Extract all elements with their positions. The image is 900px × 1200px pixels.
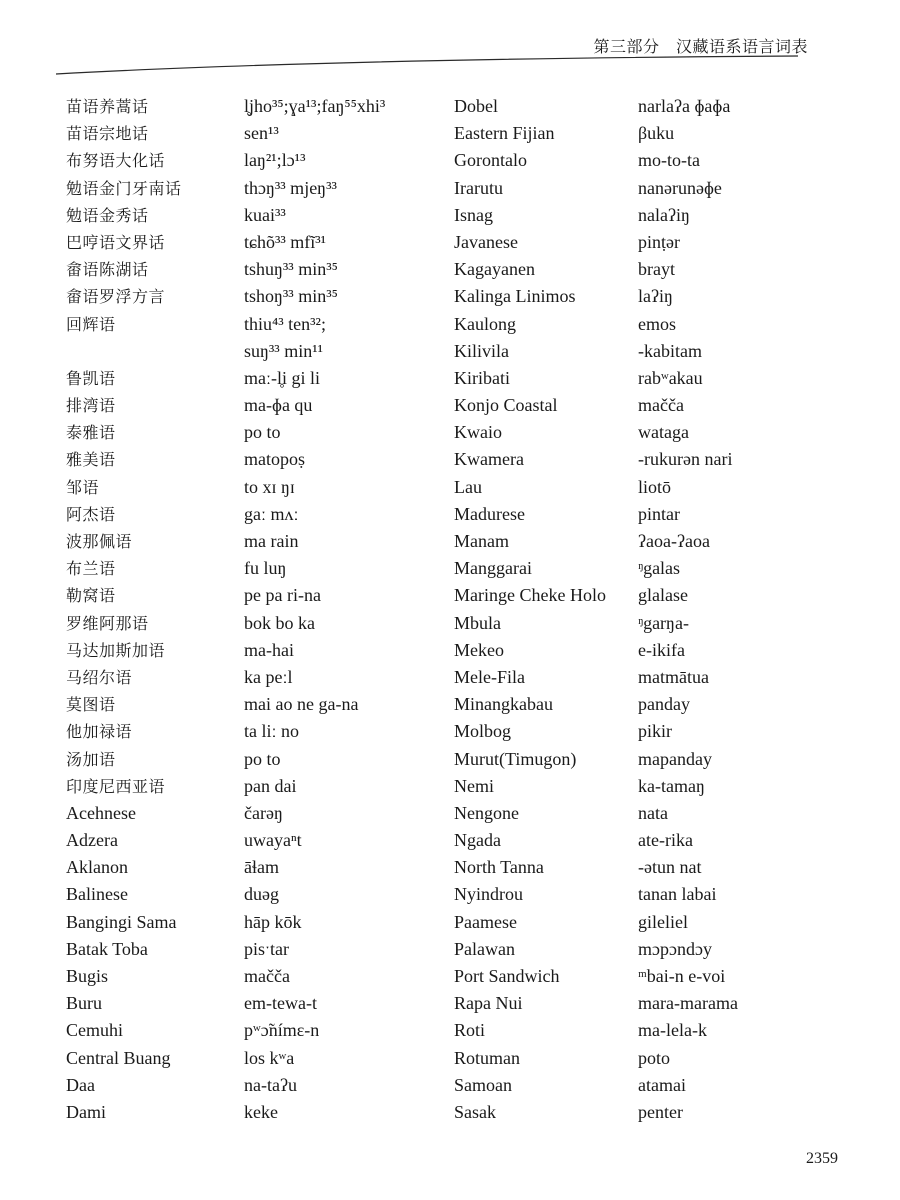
word-form: mo-to-ta	[638, 150, 700, 171]
word-form: pʷɔ̃nímɛ-n	[244, 1020, 320, 1041]
word-form: āɬam	[244, 857, 279, 878]
language-name: 巴哼语文界话	[66, 232, 166, 252]
language-name: Samoan	[454, 1074, 512, 1095]
word-form: uwayaⁿt	[244, 830, 302, 851]
word-form: brayt	[638, 259, 675, 280]
word-form: ᵑgarŋa-	[638, 612, 689, 633]
language-name: Roti	[454, 1020, 486, 1041]
word-form: pintar	[638, 503, 680, 524]
language-name: Lau	[454, 476, 482, 497]
word-form: keke	[244, 1101, 278, 1122]
language-name: Mele-Fila	[454, 666, 525, 687]
word-form: maː-l̥i gi li	[244, 367, 320, 388]
language-name: 鲁凯语	[66, 368, 116, 388]
language-name: Batak Toba	[66, 938, 148, 959]
word-form: liotō	[638, 476, 672, 497]
left-language-column	[66, 93, 236, 1126]
word-form: kuai³³	[244, 204, 286, 225]
word-form: ʔaoa-ʔaoa	[638, 531, 710, 551]
word-form: l̥jho³⁵;ɣa¹³;faŋ⁵⁵xhi³	[244, 96, 386, 116]
word-form: ka peːl	[244, 666, 293, 687]
word-form: pinṭər	[638, 231, 680, 252]
word-form: čarəŋ	[244, 802, 283, 823]
language-name: 苗语宗地话	[66, 124, 149, 144]
language-name: Manam	[454, 531, 509, 551]
language-name: Daa	[66, 1074, 95, 1095]
header-rule-line	[56, 56, 798, 74]
language-name: 布努语大化话	[66, 151, 166, 171]
word-form: ma-lela-k	[638, 1020, 707, 1041]
word-form: rabʷakau	[638, 367, 703, 388]
word-form: nanərunəɸe	[638, 177, 722, 198]
header-rule	[56, 54, 798, 78]
language-name: Kiribati	[454, 367, 510, 388]
word-form: bok bo ka	[244, 612, 315, 633]
language-name: Kagayanen	[454, 259, 535, 280]
word-form: atamai	[638, 1074, 686, 1095]
right-word-column	[638, 93, 838, 1126]
language-name: Konjo Coastal	[454, 395, 558, 416]
word-form: tanan labai	[638, 884, 717, 905]
word-form: emos	[638, 313, 676, 334]
language-name: 回辉语	[66, 314, 116, 334]
word-form: wataga	[638, 422, 689, 443]
left-word-column	[244, 93, 440, 1126]
language-name: Kalinga Linimos	[454, 286, 576, 307]
word-form: thiu⁴³ ten³²;	[244, 313, 326, 334]
word-form: nalaʔiŋ	[638, 204, 690, 225]
language-name: 勉语金门牙南话	[66, 178, 182, 198]
language-name: Adzera	[66, 830, 118, 851]
language-name: Sasak	[454, 1101, 496, 1122]
language-name: 畲语罗浮方言	[66, 287, 166, 307]
language-name: Minangkabau	[454, 694, 553, 715]
language-name: Kilivila	[454, 340, 509, 361]
word-form: mai ao ne ga-na	[244, 694, 359, 715]
language-name: 泰雅语	[66, 423, 116, 443]
word-form: tɕhõ³³ mfĩ³¹	[244, 231, 327, 252]
word-form: panday	[638, 694, 690, 715]
word-form: narlaʔa ɸaɸa	[638, 96, 731, 116]
word-form: fu luŋ	[244, 558, 287, 579]
word-form: ate-rika	[638, 830, 693, 851]
language-name: Madurese	[454, 503, 525, 524]
word-form: mačča	[244, 966, 290, 986]
language-name: Murut(Timugon)	[454, 748, 577, 769]
word-form: gaː mʌː	[244, 503, 299, 524]
language-name: 莫图语	[66, 695, 116, 715]
language-name: 马绍尔语	[66, 667, 133, 687]
language-name: Acehnese	[66, 802, 136, 823]
language-name: Central Buang	[66, 1047, 171, 1068]
language-name: Ngada	[454, 830, 501, 851]
language-name: Kaulong	[454, 313, 516, 334]
word-form: matopoṣ	[244, 449, 305, 470]
word-form: pan dai	[244, 775, 297, 796]
language-name: Gorontalo	[454, 150, 527, 171]
language-name: Dobel	[454, 96, 498, 116]
language-name: Rotuman	[454, 1047, 520, 1068]
word-form: ma-hai	[244, 639, 294, 660]
word-form: na-taʔu	[244, 1074, 297, 1095]
word-form: -kabitam	[638, 340, 702, 361]
word-form: laʔiŋ	[638, 286, 673, 307]
language-name: Bugis	[66, 966, 109, 986]
language-name: 汤加语	[66, 749, 116, 769]
language-name: Javanese	[454, 231, 518, 252]
language-name: Isnag	[454, 204, 493, 225]
word-form: pisˑtar	[244, 938, 289, 959]
word-form: ka-tamaŋ	[638, 775, 705, 796]
word-form: poto	[638, 1047, 671, 1068]
running-header: 第三部分 汉藏语系语言词表	[593, 39, 808, 56]
language-name: Aklanon	[66, 857, 128, 878]
word-form: tshuŋ³³ min³⁵	[244, 259, 338, 280]
language-name: Rapa Nui	[454, 993, 523, 1014]
word-form: thɔŋ³³ mjeŋ³³	[244, 177, 337, 198]
word-form: gileliel	[638, 911, 688, 932]
language-name: 罗维阿那语	[66, 613, 149, 633]
language-name: 波那佩语	[66, 532, 133, 551]
word-form: ᵑgalas	[638, 558, 681, 579]
language-name: Kwaio	[454, 422, 502, 443]
language-name: Dami	[66, 1101, 106, 1122]
language-name: Port Sandwich	[454, 966, 560, 986]
word-form: ma rain	[244, 531, 299, 551]
word-form: e-ikifa	[638, 639, 685, 660]
language-name: Nemi	[454, 775, 494, 796]
language-name: 他加禄语	[66, 722, 133, 742]
language-name: Mekeo	[454, 639, 504, 660]
word-form: matmātua	[638, 666, 709, 687]
word-form: po to	[244, 422, 281, 443]
language-name: 苗语养蒿话	[66, 97, 149, 116]
word-form: penter	[638, 1101, 683, 1122]
language-name: 阿杰语	[66, 504, 116, 524]
word-form: ma-ɸa qu	[244, 395, 313, 416]
language-name: Buru	[66, 993, 102, 1014]
word-form: sen¹³	[244, 123, 279, 144]
word-form: duəg	[244, 884, 279, 905]
language-name: 排湾语	[66, 396, 116, 416]
language-name: Eastern Fijian	[454, 123, 555, 144]
language-name: Paamese	[454, 911, 517, 932]
language-name: Kwamera	[454, 449, 524, 470]
language-name: Irarutu	[454, 177, 503, 198]
language-name: 勉语金秀话	[66, 205, 149, 225]
word-form: glalase	[638, 585, 688, 606]
word-form: -ətun nat	[638, 857, 702, 878]
word-form: nata	[638, 802, 668, 823]
word-form: mara-marama	[638, 993, 738, 1014]
word-form: to xɪ ŋɪ	[244, 476, 295, 497]
word-form: los kʷa	[244, 1047, 295, 1068]
word-form: pikir	[638, 721, 672, 742]
language-name: Molbog	[454, 721, 512, 742]
language-name: Balinese	[66, 884, 128, 905]
word-form: βuku	[638, 123, 675, 144]
word-form: po to	[244, 748, 281, 769]
word-form: ta liː no	[244, 721, 299, 742]
language-name: 布兰语	[66, 559, 116, 579]
language-name: Cemuhi	[66, 1020, 123, 1041]
language-name: Mbula	[454, 612, 501, 633]
language-name: North Tanna	[454, 857, 544, 878]
word-form: mɔpɔndɔy	[638, 938, 712, 959]
word-form: em-tewa-t	[244, 993, 317, 1014]
word-form: ᵐbai-n e-voi	[638, 966, 726, 986]
language-name: Manggarai	[454, 558, 532, 579]
language-name: Maringe Cheke Holo	[454, 585, 606, 606]
word-form: hāp kōk	[244, 911, 302, 932]
page-number: 2359	[806, 1150, 838, 1167]
language-name: 勒窝语	[66, 586, 116, 606]
language-name: 马达加斯加语	[66, 640, 166, 660]
language-name: 畲语陈湖话	[66, 260, 149, 280]
language-name: Palawan	[454, 938, 515, 959]
language-name: Bangingi Sama	[66, 911, 177, 932]
language-name: Nyindrou	[454, 884, 523, 905]
word-form: pe pa ri-na	[244, 585, 321, 606]
right-language-column	[454, 93, 634, 1126]
word-form: -rukurən nari	[638, 449, 733, 470]
word-form: mapanday	[638, 748, 712, 769]
language-name: 邹语	[66, 477, 100, 497]
word-form: suŋ³³ min¹¹	[244, 340, 323, 361]
word-form: mačča	[638, 395, 684, 416]
language-name	[66, 338, 236, 365]
word-form: laŋ²¹;lɔ¹³	[244, 150, 306, 171]
word-form: tshoŋ³³ min³⁵	[244, 286, 338, 307]
language-name: 雅美语	[66, 450, 116, 470]
language-name: Nengone	[454, 802, 519, 823]
language-name: 印度尼西亚语	[66, 776, 166, 796]
